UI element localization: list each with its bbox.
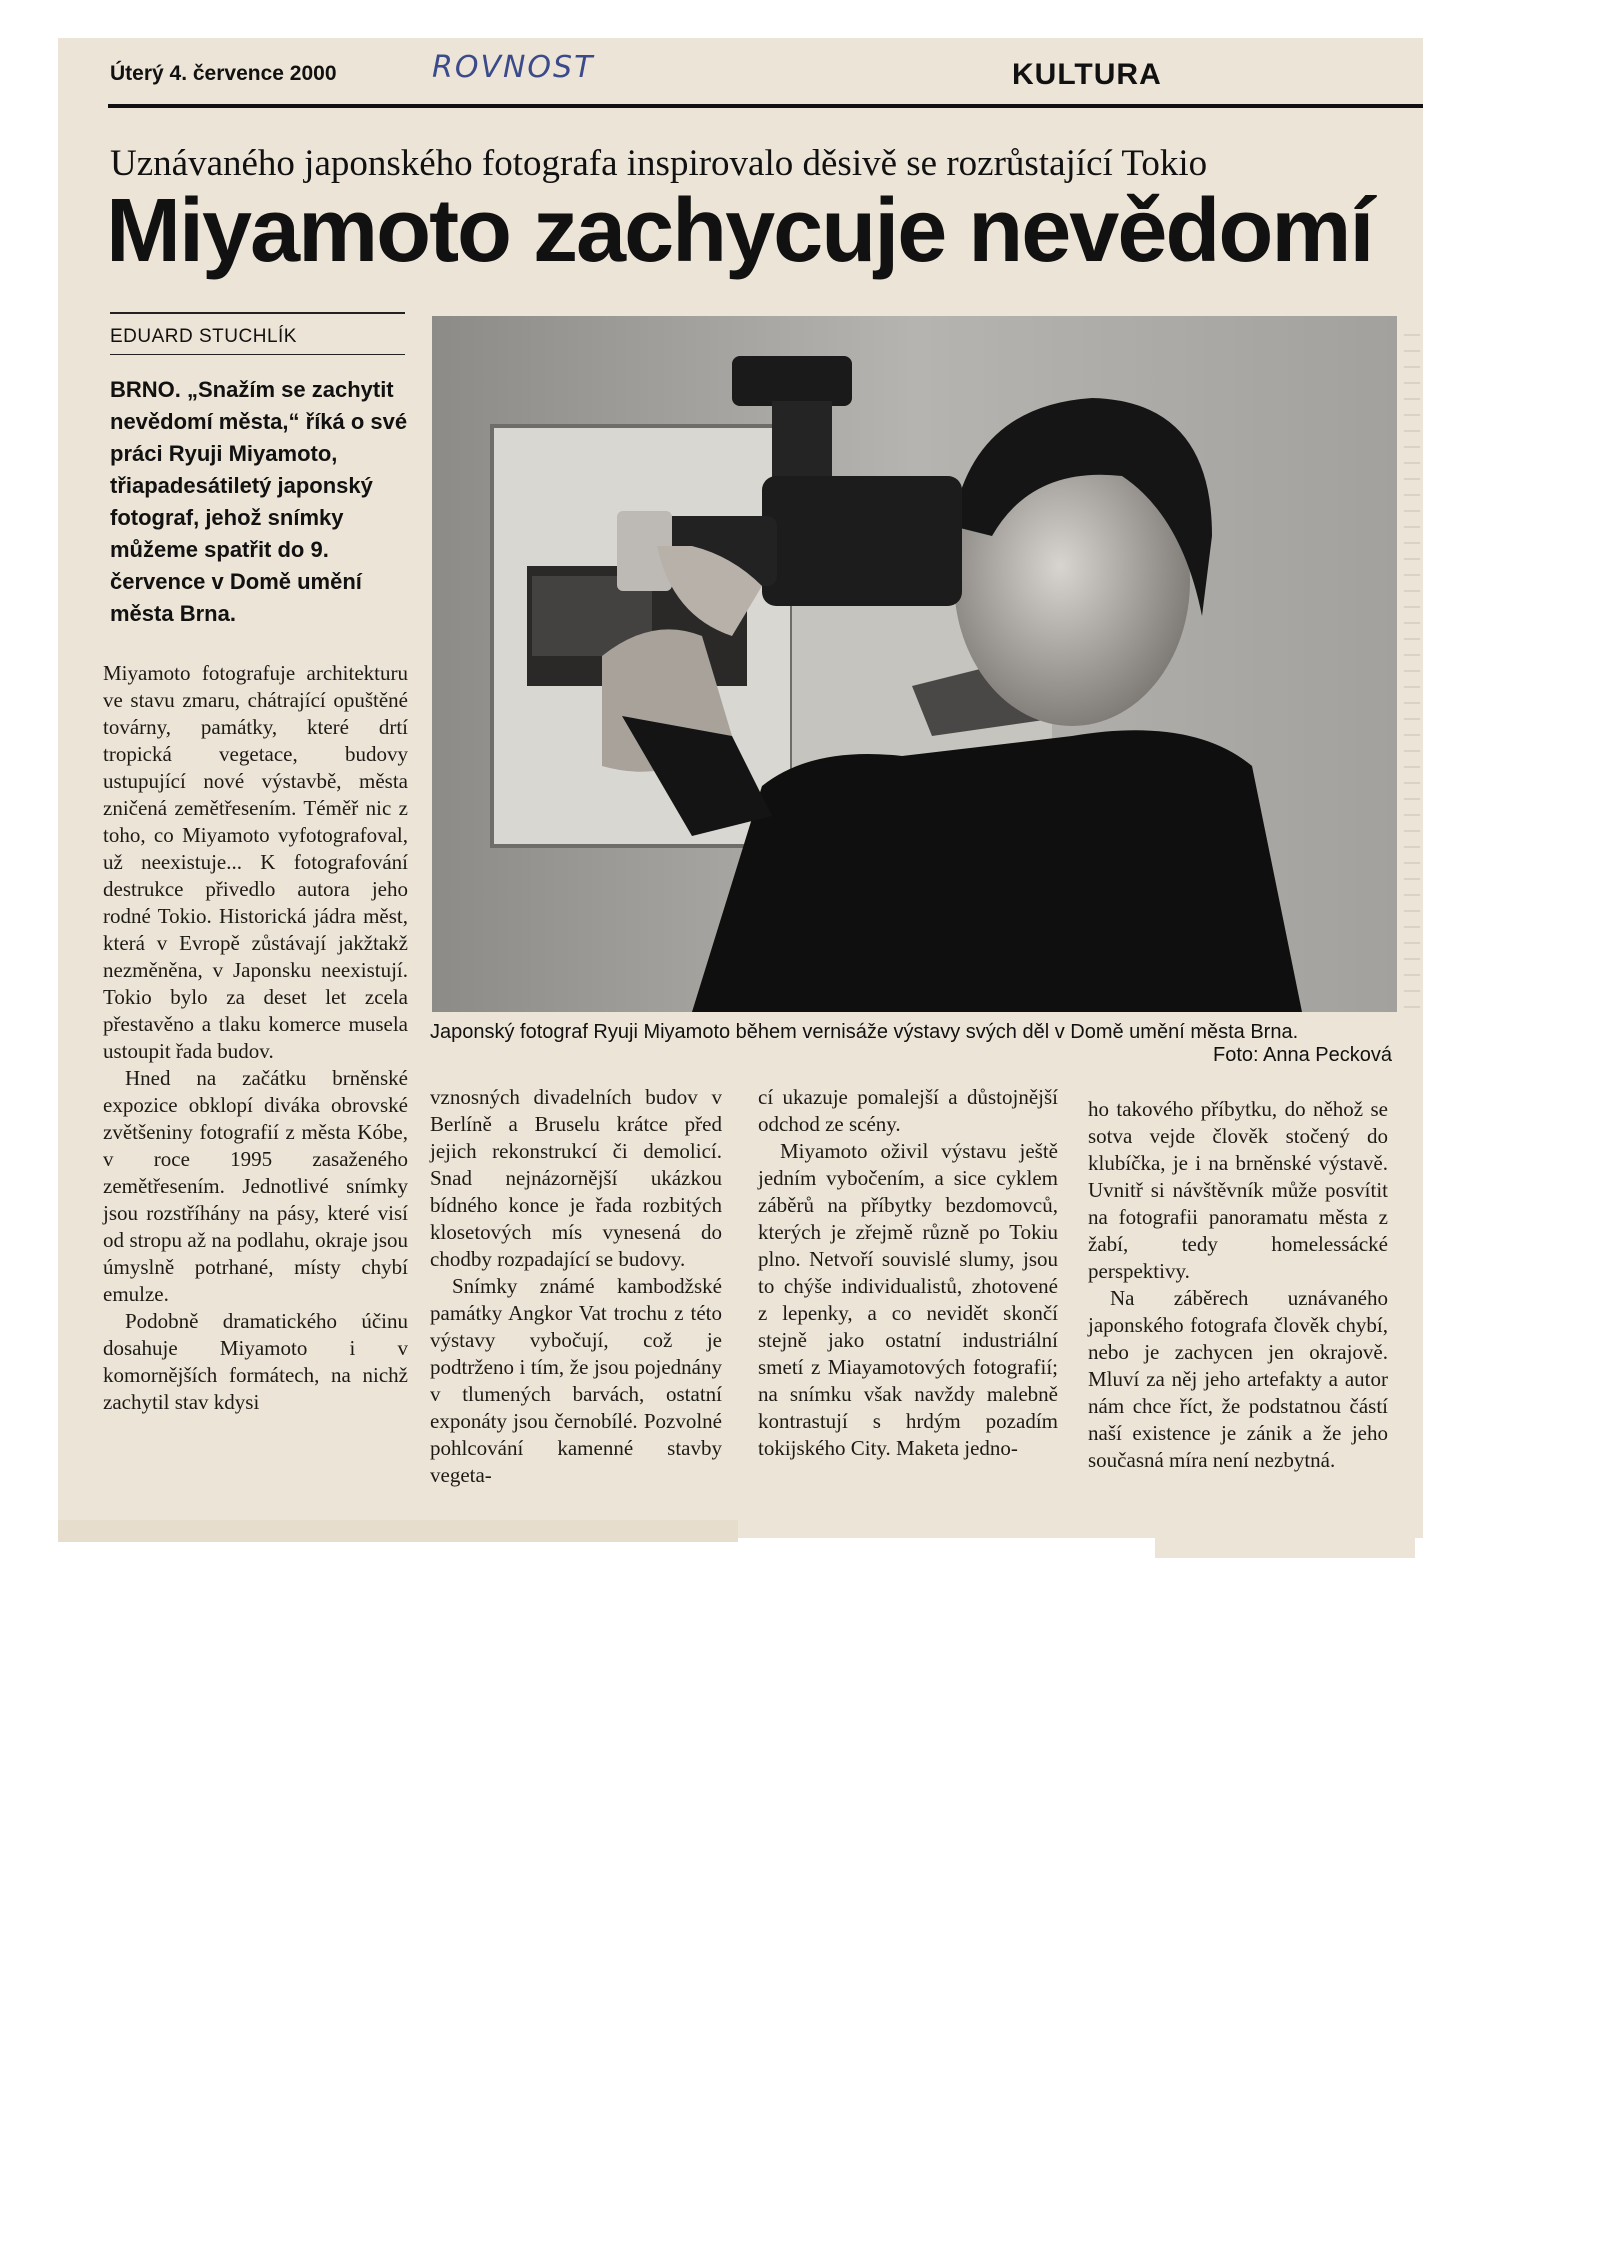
column-1 <box>103 660 408 1416</box>
photo-credit: Foto: Anna Pecková <box>1212 1044 1392 1066</box>
issue-date: Úterý 4. července 2000 <box>110 62 337 85</box>
article-lead: BRNO. „Snažím se zachytit nevědomí města,“ říká o své práci Ryuji Miyamoto, třiapadesátiletý japonský fotograf, jehož snímky můžeme spatřit do 9. července v Domě umění města Brna. <box>110 377 408 626</box>
clipping-edge <box>1155 1510 1415 1558</box>
paragraph: Miyamoto fotografuje architekturu ve stavu zmaru, chátrající opuštěné továrny, památky, které drtí tropická vegetace, budovy ustupující nové výstavbě, města zničená zemětřesením. Téměř nic z toho, co Miyamoto vyfotografoval, už neexistuje... K fotografování destrukce přivedlo autora jeho rodné Tokio. Historická jádra měst, která v Evropě zůstávají jakžtakž nezměněna, v Japonsku neexistují. Tokio bylo za deset let zcela přestavěno a tlaku komerce musela ustoupit řada budov. <box>103 661 408 1063</box>
paragraph: Snímky známé kambodžské památky Angkor Vat trochu z této výstavy vybočují, což je podtrženo i tím, že jsou pojednány v tlumených barvách, ostatní exponáty jsou černobílé. Pozvolné pohlcování kamenné stavby vegeta- <box>430 1274 722 1487</box>
photographer-photo <box>432 316 1397 1012</box>
divider <box>110 312 405 314</box>
column-3 <box>758 1084 1058 1462</box>
photo-caption: Japonský fotograf Ryuji Miyamoto během vernisáže výstavy svých děl v Domě umění města Brna. <box>430 1021 1299 1043</box>
paragraph: ho takového příbytku, do něhož se sotva vejde člověk stočený do klubíčka, je i na brněnské výstavě. Uvnitř si návštěvník může posvítit na fotografii panoramatu města z žabí, tedy homelessácké perspektivy. <box>1088 1097 1388 1283</box>
paragraph: Miyamoto oživil výstavu ještě jedním vybočením, a sice cyklem záběrů na příbytky bezdomovců, kterých je zřejmě různě po Tokiu plno. Netvoří souvislé slumy, jsou to chýše individualistů, zhotovené z lepenky, a co nevidět skončí stejně jako ostatní industriální smetí z Miayamotových fotografií; na snímku však navždy malebně kontrastují s hrdým pozadím tokijského City. Maketa jedno- <box>758 1139 1058 1460</box>
paragraph: Na záběrech uznávaného japonského fotografa člověk chybí, nebo je zachycen jen okrajově. Mluví za něj jeho artefakty a autor nám chce říct, že podstatnou částí naší existence je zánik a že jeho současná míra není nezbytná. <box>1088 1286 1388 1472</box>
column-4 <box>1088 1096 1388 1474</box>
clipping-edge <box>58 1520 738 1542</box>
paragraph: vznosných divadelních budov v Berlíně a Bruselu krátce před jejich rekonstrukcí či demolicí. Snad nejnázornější ukázkou bídného konce je řada rozbitých klosetových mís vynesená do chodby rozpadající se budovy. <box>430 1085 722 1271</box>
byline: EDUARD STUCHLÍK <box>110 326 297 347</box>
article-headline: Miyamoto zachycuje nevědomí <box>106 181 1373 281</box>
divider <box>110 354 405 355</box>
article-subtitle: Uznávaného japonského fotografa inspirovalo děsivě se rozrůstající Tokio <box>110 143 1208 184</box>
paragraph: Podobně dramatického účinu dosahuje Miyamoto i v komornějších formátech, na nichž zachytil stav kdysi <box>103 1309 408 1414</box>
article-photo <box>432 316 1397 1012</box>
bleed-through-text <box>1404 320 1420 1020</box>
paragraph: cí ukazuje pomalejší a důstojnější odchod ze scény. <box>758 1085 1058 1136</box>
paragraph: Hned na začátku brněnské expozice obklopí diváka obrovské zvětšeniny fotografií z města Kóbe, v roce 1995 zasaženého zemětřesením. Jednotlivé snímky jsou rozstříhány na pásy, které visí od stropu až na podlahu, okraje jsou úmyslně potrhané, místy chybí emulze. <box>103 1066 408 1306</box>
column-2 <box>430 1084 722 1489</box>
section-name: KULTURA <box>1012 58 1162 91</box>
handwritten-newspaper-name: ROVNOST <box>432 50 595 85</box>
header-rule <box>108 104 1423 108</box>
